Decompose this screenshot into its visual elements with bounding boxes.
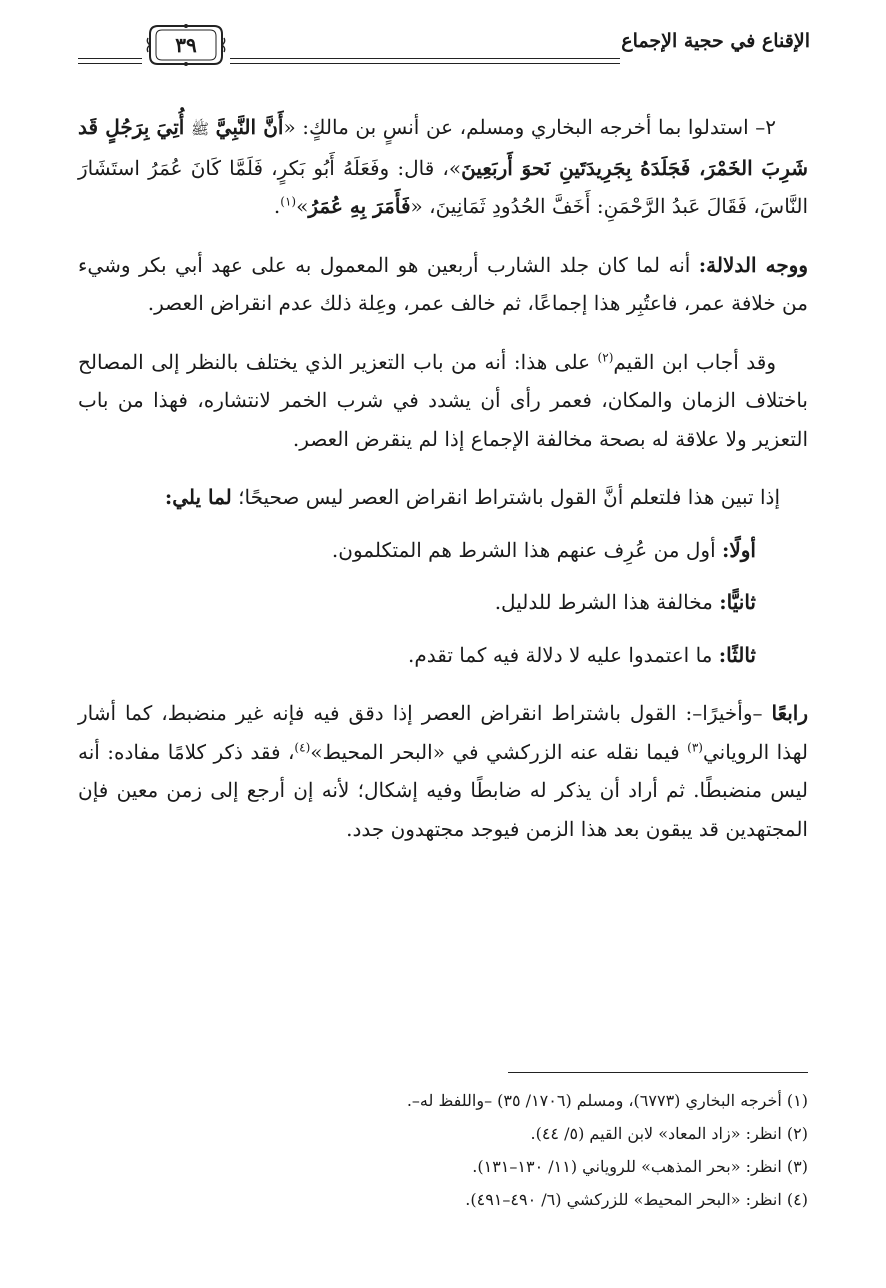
header-rule-left <box>78 58 142 59</box>
item-label: ثالثًا: <box>718 642 756 667</box>
footnote-ref: (٢) <box>597 349 614 364</box>
footnotes <box>78 1084 808 1216</box>
footnote: (٢) انظر: «زاد المعاد» لابن القيم (٥/ ٤٤). <box>530 1124 808 1143</box>
salutation-glyph: ﷺ <box>190 120 210 138</box>
text-span: إذا تبين هذا فلتعلم أنَّ القول باشتراط انقراض العصر ليس صحيحًا؛ <box>231 485 780 509</box>
text-span: أنه لما كان جلد الشارب أربعين هو المعمول به على عهد أبي بكر وشيء من خلافة عمر، فاعتُبِر هذا إجماعًا، ثم خالف عمر، وعِلة ذلك عدم انقراض العصر. <box>78 252 808 315</box>
paragraph-fourth <box>78 694 808 848</box>
paragraph-evidence-hadith <box>78 108 808 226</box>
list-item <box>78 636 808 675</box>
main-text <box>78 108 808 868</box>
page-header <box>78 22 810 72</box>
text-span: أول من عُرِف عنهم هذا الشرط هم المتكلمون. <box>331 537 722 562</box>
paragraph-label: ووجه الدلالة: <box>698 252 808 277</box>
hadith-quote: أَنَّ النَّبِيَّ <box>215 115 284 139</box>
hadith-quote: فَأَمَرَ بِهِ عُمَرُ <box>308 194 411 218</box>
item-label: ثانيًّا: <box>719 590 756 614</box>
text-span: ، فقد ذكر كلامًا مفاده: أنه ليس منضبطًا. ثم أراد أن يذكر له ضابطًا وفيه إشكال؛ لأنه إن أرجع إلى زمن معين فإن المجتهدين قد يبقون بعد هذا الزمن فيوجد مجتهدون جدد. <box>78 739 808 841</box>
list-item <box>78 583 808 622</box>
text-span: فيما نقله عنه الزركشي في «البحر المحيط» <box>310 739 688 764</box>
footnote: (١) أخرجه البخاري (٦٧٧٣)، ومسلم (١٧٠٦/ ٣٥) –واللفظ له–. <box>406 1091 808 1110</box>
footnote: (٣) انظر: «بحر المذهب» للروياني (١١/ ١٣٠–١٣١). <box>472 1157 808 1176</box>
paragraph-indication <box>78 246 808 323</box>
text-span: وقد أجاب ابن القيم <box>613 349 776 374</box>
text-span: ٢– استدلوا بما أخرجه البخاري ومسلم، عن أنسٍ بن مالكٍ: « <box>283 115 777 139</box>
footnote-separator <box>508 1072 808 1073</box>
footnote-ref: (٣) <box>687 739 703 754</box>
text-span: –وأخيرًا–: القول باشتراط انقراض العصر إذا دقق فيه فإنه غير منضبط، كما أشار لهذا الروياني <box>78 701 808 764</box>
text-span: مخالفة هذا الشرط للدليل. <box>494 590 720 614</box>
hadith-quote: أُتِيَ بِرَجُلٍ قَد شَرِبَ الخَمْرَ، فَجَلَدَهُ بِجَرِيدَتَينِ نَحوَ أَربَعِينَ <box>78 115 808 180</box>
text-span: على هذا: أنه من باب التعزير الذي يختلف بالنظر إلى المصالح باختلاف الزمان والمكان، فعمر رأى أن يشدد في شرب الخمر لانتشاره، فهذا من باب التعزير ولا علاقة له بصحة مخالفة الإجماع إذا لم ينقرض العصر. <box>78 349 808 451</box>
text-span: » <box>296 194 309 218</box>
text-span: . <box>273 194 281 218</box>
footnote: (٤) انظر: «البحر المحيط» للزركشي (٦/ ٤٩٠–٤٩١). <box>465 1190 808 1209</box>
paragraph-conclusion <box>78 478 808 517</box>
page-number: ٣٩ <box>175 33 197 57</box>
text-span: »، قال: وفَعَلَهُ أَبُو بَكرٍ، فَلَمَّا كَانَ عُمَرُ استَشَارَ النَّاسَ، فَقَالَ عَبدُ الرَّحْمَنِ: أَخَفَّ الحُدُودِ ثَمَانِينَ، « <box>78 155 808 218</box>
paragraph-ibn-qayyim <box>78 343 808 459</box>
list-item <box>78 531 808 570</box>
item-label: أولًا: <box>721 537 756 562</box>
text-span: ما اعتمدوا عليه لا دلالة فيه كما تقدم. <box>408 642 719 667</box>
header-rule-thin <box>230 63 620 64</box>
paragraph-label: رابعًا <box>771 701 808 725</box>
page-number-ornament <box>146 22 226 68</box>
header-rule-left-thin <box>78 63 142 64</box>
header-rule <box>230 58 620 59</box>
footnote-ref: (٤) <box>294 739 311 754</box>
running-title: الإقناع في حجية الإجماع <box>621 30 810 52</box>
paragraph-label: لما يلي: <box>164 485 232 509</box>
footnote-ref: (١) <box>280 194 297 209</box>
